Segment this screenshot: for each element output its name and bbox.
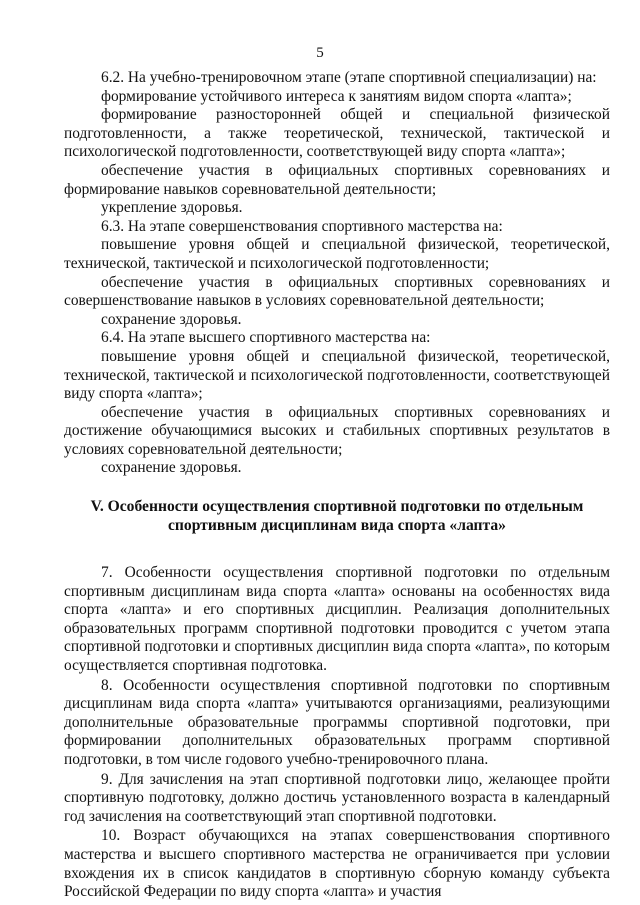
paragraph-6-3-item-2: обеспечение участия в официальных спортивных соревнованиях и совершенствование навыков в условиях соревновательной деятельности; <box>64 273 610 310</box>
paragraph-8: 8. Особенности осуществления спортивной подготовки по спортивным дисциплинам вида спорта «лапта» учитываются организациями, реализующими дополнительные образовательные программы спортивной подготовки, при формировании дополнительных образовательных программ спортивной подготовки, в том числе годового учебно-тренировочного плана. <box>64 676 610 768</box>
paragraph-6-4-item-1: повышение уровня общей и специальной физической, теоретической, технической, тактической и психологической подготовленности, соответствующей виду спорта «лапта»; <box>64 347 610 403</box>
paragraph-6-3-item-1: повышение уровня общей и специальной физической, теоретической, технической, тактической и психологической подготовленности; <box>64 236 610 272</box>
paragraph-6-4-item-3: сохранение здоровья. <box>101 459 242 477</box>
paragraph-7: 7. Особенности осуществления спортивной подготовки по отдельным спортивным дисциплинам вида спорта «лапта» основаны на особенностях вида спорта «лапта» и его спортивных дисциплин. Реализация дополнительных образовательных программ спортивной подготовки проводится с учетом этапа спортивной подготовки и спортивных дисциплин вида спорта «лапта», по которым осуществляется спортивная подготовка. <box>64 564 610 675</box>
paragraph-6-2-item-2: формирование разносторонней общей и специальной физической подготовленности, а также теоретической, технической, тактической и психологической подготовленности, соответствующей виду спорта «лапта»; <box>64 106 610 161</box>
section-heading-line-1: V. Особенности осуществления спортивной подготовки по отдельным <box>90 498 584 516</box>
section-heading-line-2: спортивным дисциплинам вида спорта «лапта» <box>168 517 506 535</box>
page-number: 5 <box>316 45 324 61</box>
paragraph-10: 10. Возраст обучающихся на этапах совершенствования спортивного мастерства и высшего спортивного мастерства не ограничивается при условии вхождения их в список кандидатов в спортивную сборную команду субъекта Российской Федерации по виду спорта «лапта» и участия <box>64 827 610 901</box>
paragraph-6-4-item-2: обеспечение участия в официальных спортивных соревнованиях и достижение обучающимися высоких и стабильных спортивных результатов в условиях соревновательной деятельности; <box>64 403 610 458</box>
paragraph-6-2-item-1: формирование устойчивого интереса к занятиям видом спорта «лапта»; <box>101 87 572 105</box>
paragraph-6-3-item-3: сохранение здоровья. <box>101 310 242 328</box>
document-body <box>64 69 610 902</box>
paragraph-6-2: 6.2. На учебно-тренировочном этапе (этапе спортивной специализации) на: <box>101 69 597 86</box>
paragraph-6-3: 6.3. На этапе совершенствования спортивного мастерства на: <box>101 217 503 235</box>
paragraph-9: 9. Для зачисления на этап спортивной подготовки лицо, желающее пройти спортивную подготовку, должно достичь установленного возраста в календарный год зачисления на соответствующий этап спортивной подготовки. <box>64 770 610 825</box>
paragraph-6-2-item-4: укрепление здоровья. <box>101 199 243 217</box>
section-heading <box>64 497 610 535</box>
paragraph-6-4: 6.4. На этапе высшего спортивного мастерства на: <box>101 329 431 347</box>
paragraph-6-2-item-3: обеспечение участия в официальных спортивных соревнованиях и формирование навыков соревновательной деятельности; <box>64 161 610 198</box>
